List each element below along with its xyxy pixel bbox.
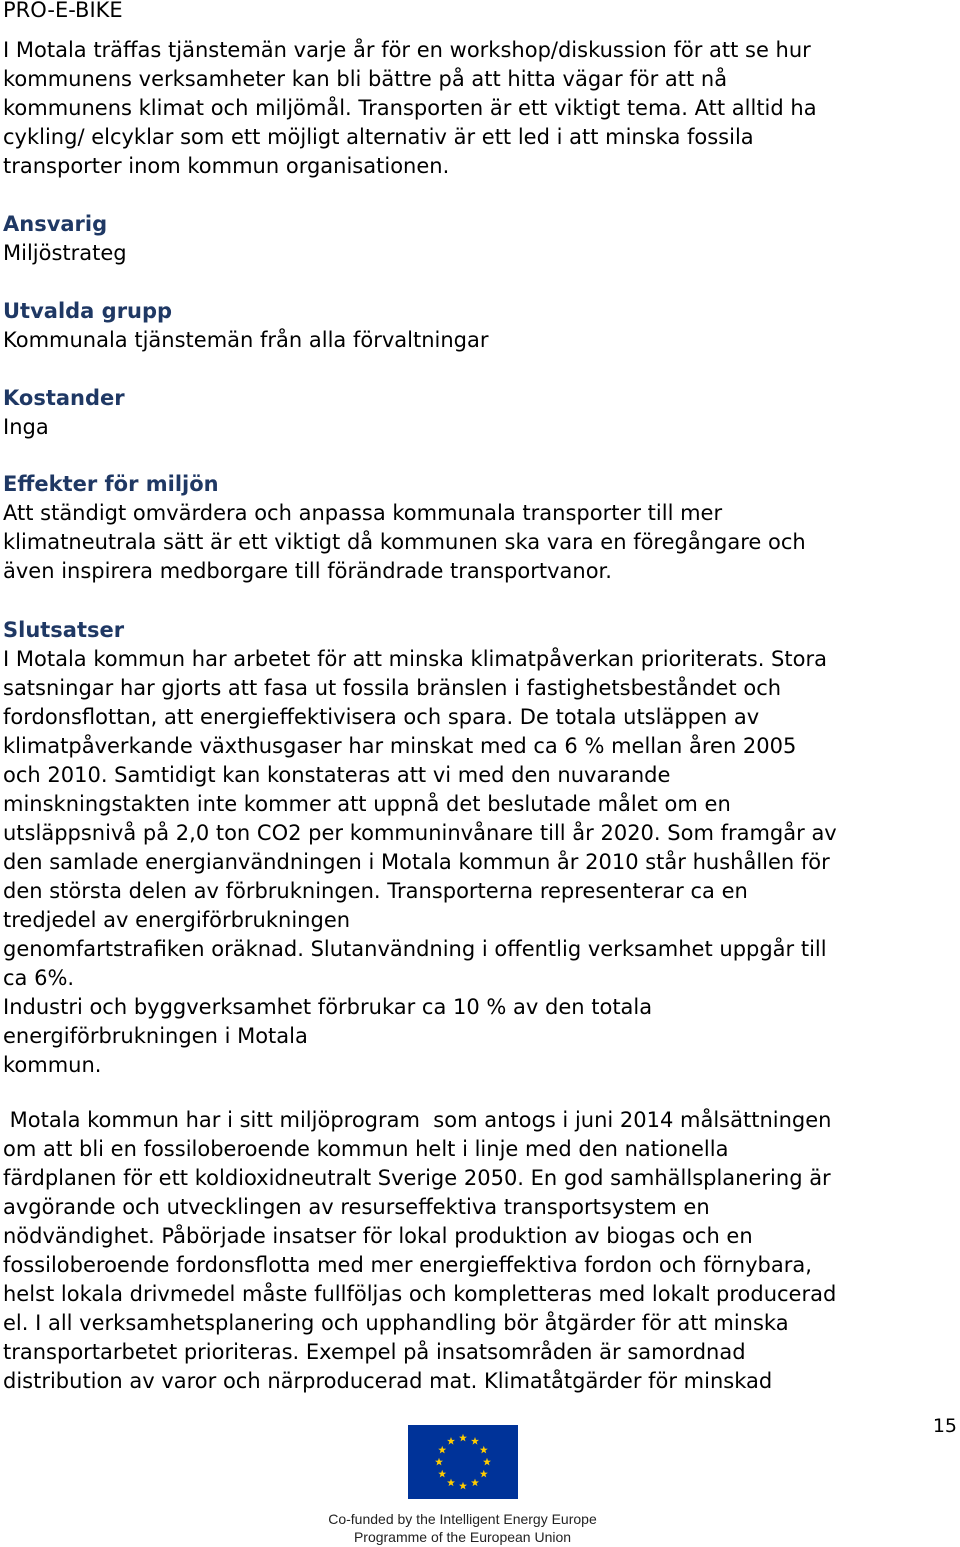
section-text: kommun. [3, 1053, 102, 1077]
section-text: genomfartstrafiken oräknad. Slutanvändning i offentlig verksamhet uppgår till [3, 937, 827, 961]
cofunding-line: Programme of the European Union [353, 1529, 572, 1545]
paragraph-line: distribution av varor och närproducerad mat. Klimatåtgärder för minskad [3, 1369, 773, 1393]
section-ansvarig [3, 210, 959, 268]
section-heading: Effekter för miljön [3, 472, 219, 496]
paragraph-line: avgörande och utvecklingen av resurseffektiva transportsystem en [3, 1195, 710, 1219]
intro-line: I Motala träffas tjänstemän varje år för en workshop/diskussion för att se hur [3, 38, 811, 62]
intro-line: kommunens verksamheter kan bli bättre på att hitta vägar för att nå [3, 67, 728, 91]
paragraph-line: om att bli en fossiloberoende kommun helt i linje med den nationella [3, 1137, 729, 1161]
section-text: och 2010. Samtidigt kan konstateras att vi med den nuvarande [3, 763, 671, 787]
section-utvalda-grupp [3, 297, 959, 355]
section-text: minskningstakten inte kommer att uppnå det beslutade målet om en [3, 792, 731, 816]
section-text: Att ständigt omvärdera och anpassa kommunala transporter till mer [3, 501, 723, 525]
section-text: energiförbrukningen i Motala [3, 1024, 308, 1048]
section-text: den största delen av förbrukningen. Transporterna representerar ca en [3, 879, 748, 903]
cofunding-line: Co-funded by the Intelligent Energy Europe [328, 1511, 597, 1527]
cofunding-notice [300, 1510, 625, 1546]
section-text: den samlade energianvändningen i Motala kommun år 2010 står hushållen för [3, 850, 830, 874]
section-text: Industri och byggverksamhet förbrukar ca 10 % av den totala [3, 995, 653, 1019]
section-kostander [3, 384, 959, 442]
intro-line: kommunens klimat och miljömål. Transporten är ett viktigt tema. Att alltid ha [3, 96, 817, 120]
section-slutsatser [3, 616, 959, 1080]
paragraph-line: nödvändighet. Påbörjade insatser för lokal produktion av biogas och en [3, 1224, 753, 1248]
section-heading: Ansvarig [3, 212, 108, 236]
intro-paragraph [3, 36, 959, 181]
paragraph-line: helst lokala drivmedel måste fullföljas och kompletteras med lokalt producerad [3, 1282, 837, 1306]
section-text: även inspirera medborgare till förändrade transportvanor. [3, 559, 612, 583]
intro-line: transporter inom kommun organisationen. [3, 154, 450, 178]
section-text: Miljöstrateg [3, 241, 127, 265]
page-number: 15 [932, 1415, 957, 1437]
section-text: ca 6%. [3, 966, 75, 990]
intro-line: cykling/ elcyklar som ett möjligt alternativ är ett led i att minska fossila [3, 125, 754, 149]
section-heading: Slutsatser [3, 618, 125, 642]
section-heading: Kostander [3, 386, 125, 410]
section-text: tredjedel av energiförbrukningen [3, 908, 351, 932]
section-effekter [3, 470, 959, 586]
eu-flag-icon [408, 1425, 518, 1499]
paragraph-line: färdplanen för ett koldioxidneutralt Sverige 2050. En god samhällsplanering är [3, 1166, 831, 1190]
section-text: klimatneutrala sätt är ett viktigt då kommunen ska vara en föregångare och [3, 530, 806, 554]
section-text: satsningar har gjorts att fasa ut fossila bränslen i fastighetsbeståndet och [3, 676, 782, 700]
section-text: fordonsflottan, att energieffektivisera och spara. De totala utsläppen av [3, 705, 760, 729]
paragraph-line: Motala kommun har i sitt miljöprogram som antogs i juni 2014 målsättningen [3, 1108, 832, 1132]
section-text: Inga [3, 415, 49, 439]
paragraph-line: el. I all verksamhetsplanering och upphandling bör åtgärder för att minska [3, 1311, 789, 1335]
section-heading: Utvalda grupp [3, 299, 173, 323]
section-text: klimatpåverkande växthusgaser har minskat med ca 6 % mellan åren 2005 [3, 734, 797, 758]
document-title: PRO-E-BIKE [3, 0, 123, 22]
paragraph-line: fossiloberoende fordonsflotta med mer energieffektiva fordon och förnybara, [3, 1253, 812, 1277]
miljoprogram-paragraph [3, 1106, 959, 1396]
paragraph-line: transportarbetet prioriteras. Exempel på insatsområden är samordnad [3, 1340, 746, 1364]
section-text: utsläppsnivå på 2,0 ton CO2 per kommuninvånare till år 2020. Som framgår av [3, 821, 837, 845]
section-text: Kommunala tjänstemän från alla förvaltningar [3, 328, 489, 352]
section-text: I Motala kommun har arbetet för att minska klimatpåverkan prioriterats. Stora [3, 647, 827, 671]
